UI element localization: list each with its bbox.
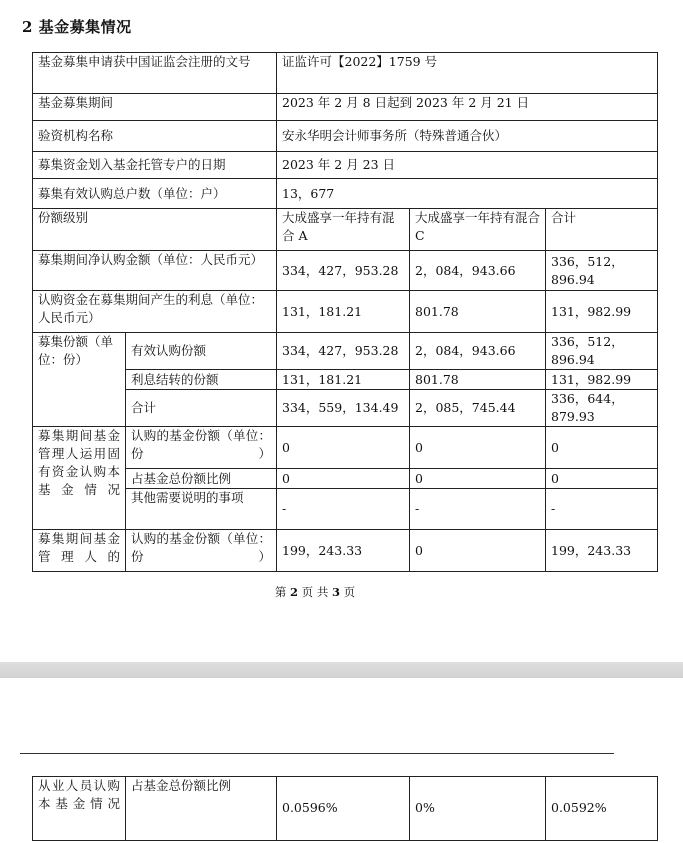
net-amount-total: 336，512，896.94 — [546, 251, 658, 291]
interest-shares-label: 利息结转的份额 — [126, 370, 277, 390]
sum-shares-a: 334，559，134.49 — [277, 390, 410, 427]
table-row — [33, 777, 658, 841]
footer-suffix: 页 — [343, 585, 356, 599]
households-value: 13，677 — [277, 179, 658, 209]
manager-ratio-total: 0 — [546, 469, 658, 489]
manager-subscribed-label: 认购的基金份额（单位：份） — [126, 427, 277, 469]
header-rule — [20, 753, 614, 754]
manager-subscribed-a: 0 — [277, 427, 410, 469]
staff-subscribed-label: 认购的基金份额（单位：份） — [126, 530, 277, 572]
continued-table — [32, 776, 658, 841]
staff-subscribed-c: 0 — [410, 530, 546, 572]
registration-label: 基金募集申请获中国证监会注册的文号 — [33, 53, 277, 94]
page-3 — [0, 678, 683, 843]
staff-label: 从业人员认购本基金情况 — [33, 777, 126, 841]
net-amount-a: 334，427，953.28 — [277, 251, 410, 291]
total-header: 合计 — [546, 209, 658, 251]
table-row — [33, 251, 658, 291]
interest-label: 认购资金在募集期间产生的利息（单位：人民币元） — [33, 291, 277, 333]
staff-ratio-c: 0% — [410, 777, 546, 841]
sum-shares-label: 合计 — [126, 390, 277, 427]
manager-ratio-c: 0 — [410, 469, 546, 489]
staff-subscribed-total: 199，243.33 — [546, 530, 658, 572]
table-row — [33, 291, 658, 333]
staff-subscribed-a: 199，243.33 — [277, 530, 410, 572]
table-row — [33, 427, 658, 469]
table-row — [33, 152, 658, 179]
valid-shares-label: 有效认购份额 — [126, 333, 277, 370]
manager-other-c: - — [410, 489, 546, 530]
footer-prefix: 第 — [274, 585, 287, 599]
page-footer — [0, 584, 630, 600]
page-separator — [0, 662, 683, 678]
interest-shares-a: 131，181.21 — [277, 370, 410, 390]
table-row — [33, 489, 658, 530]
interest-a: 131，181.21 — [277, 291, 410, 333]
manager-staff-label: 募集期间基金管理人的 — [33, 530, 126, 572]
shares-label: 募集份额（单位：份） — [33, 333, 126, 427]
period-label: 基金募集期间 — [33, 94, 277, 121]
sum-shares-total: 336，644，879.93 — [546, 390, 658, 427]
valid-shares-c: 2，084，943.66 — [410, 333, 546, 370]
period-value: 2023 年 2 月 8 日起到 2023 年 2 月 21 日 — [277, 94, 658, 121]
table-row — [33, 53, 658, 94]
footer-page-number: 2 — [290, 585, 299, 599]
class-a-header: 大成盛享一年持有混合 A — [277, 209, 410, 251]
table-row — [33, 469, 658, 489]
table-row — [33, 390, 658, 427]
interest-total: 131，982.99 — [546, 291, 658, 333]
households-label: 募集有效认购总户数（单位：户） — [33, 179, 277, 209]
net-amount-label: 募集期间净认购金额（单位：人民币元） — [33, 251, 277, 291]
manager-subscribed-total: 0 — [546, 427, 658, 469]
manager-ratio-a: 0 — [277, 469, 410, 489]
transfer-value: 2023 年 2 月 23 日 — [277, 152, 658, 179]
table-row — [33, 121, 658, 152]
table-row — [33, 94, 658, 121]
auditor-label: 验资机构名称 — [33, 121, 277, 152]
manager-own-label: 募集期间基金管理人运用固有资金认购本基金情况 — [33, 427, 126, 530]
staff-ratio-a: 0.0596% — [277, 777, 410, 841]
table-row — [33, 370, 658, 390]
net-amount-c: 2，084，943.66 — [410, 251, 546, 291]
valid-shares-total: 336，512，896.94 — [546, 333, 658, 370]
fund-raising-table — [32, 52, 658, 572]
interest-shares-total: 131，982.99 — [546, 370, 658, 390]
registration-value: 证监许可【2022】1759 号 — [277, 53, 658, 94]
auditor-value: 安永华明会计师事务所（特殊普通合伙） — [277, 121, 658, 152]
sum-shares-c: 2，085，745.44 — [410, 390, 546, 427]
valid-shares-a: 334，427，953.28 — [277, 333, 410, 370]
manager-other-a: - — [277, 489, 410, 530]
footer-middle: 页 共 — [301, 585, 329, 599]
table-row — [33, 209, 658, 251]
manager-other-total: - — [546, 489, 658, 530]
section-title: 2 基金募集情况 — [22, 18, 132, 36]
manager-subscribed-c: 0 — [410, 427, 546, 469]
table-row — [33, 530, 658, 572]
staff-ratio-total: 0.0592% — [546, 777, 658, 841]
table-row — [33, 179, 658, 209]
interest-c: 801.78 — [410, 291, 546, 333]
transfer-label: 募集资金划入基金托管专户的日期 — [33, 152, 277, 179]
staff-ratio-label: 占基金总份额比例 — [126, 777, 277, 841]
class-c-header: 大成盛享一年持有混合 C — [410, 209, 546, 251]
table-row — [33, 333, 658, 370]
interest-shares-c: 801.78 — [410, 370, 546, 390]
manager-other-label: 其他需要说明的事项 — [126, 489, 277, 530]
footer-total-pages: 3 — [331, 585, 340, 599]
class-label: 份额级别 — [33, 209, 277, 251]
manager-ratio-label: 占基金总份额比例 — [126, 469, 277, 489]
